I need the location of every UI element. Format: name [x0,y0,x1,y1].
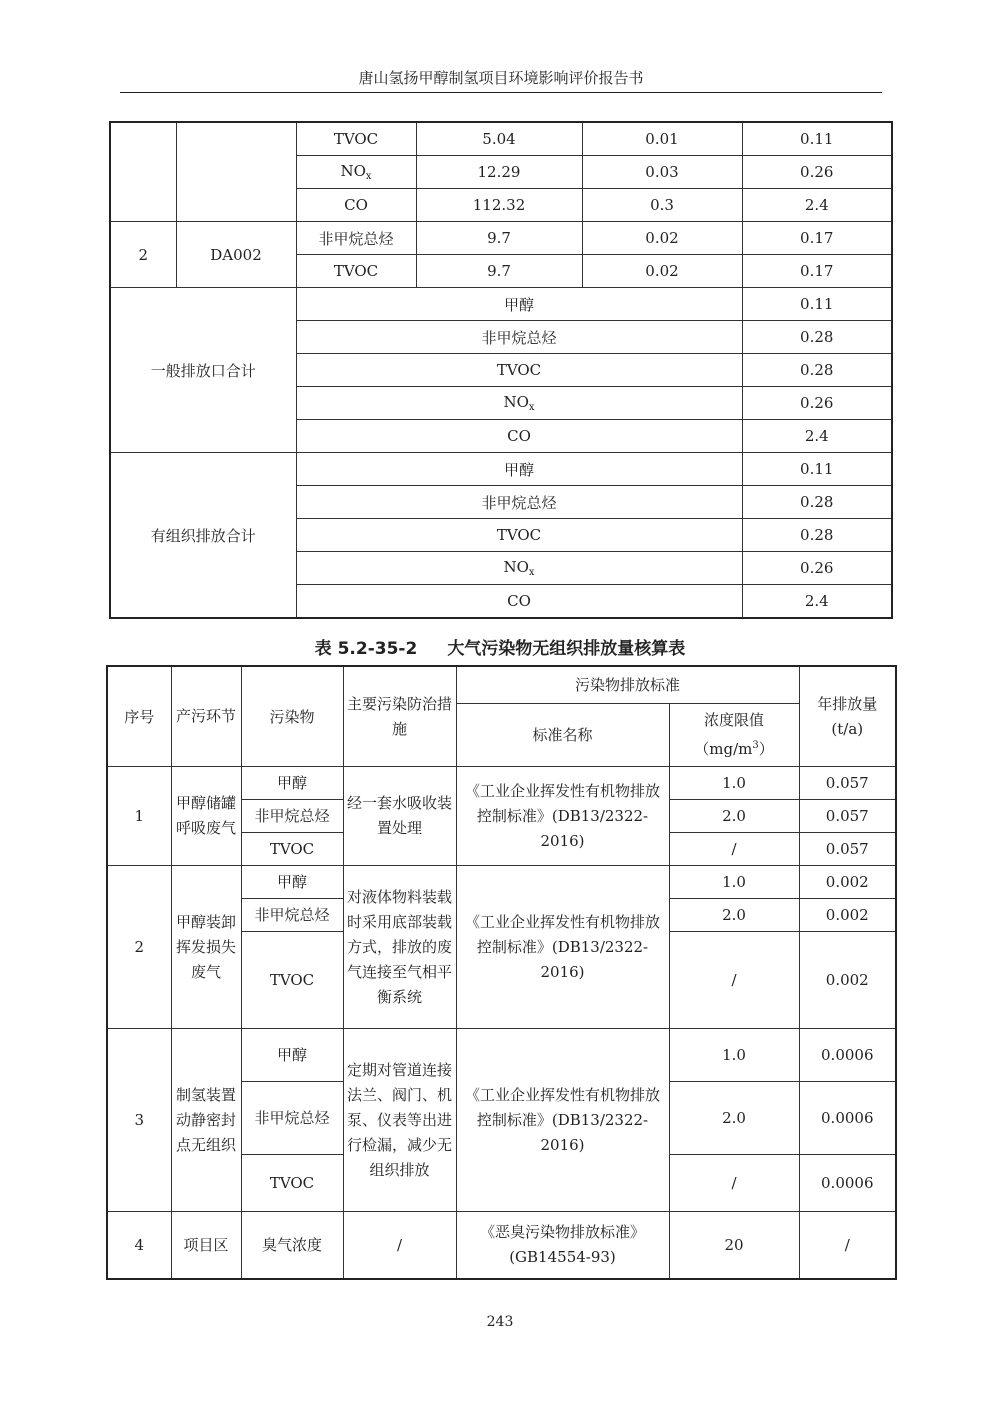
table-cell: TVOC [296,122,416,156]
table-row [107,866,896,899]
table-cell [296,156,416,189]
header-limit-line2 [673,733,796,762]
table-cell: 0.02 [582,222,742,255]
table-row [107,1029,896,1082]
table-cell: 12.29 [416,156,582,189]
table-cell: 甲醇 [241,767,343,800]
table-cell: 9.7 [416,255,582,288]
table-cell: TVOC [241,833,343,866]
table-cell: 0.03 [582,156,742,189]
table-cell: 0.28 [742,321,892,354]
table-cell: 2.0 [669,800,799,833]
table-cell: 0.002 [799,866,896,899]
table-cell: 甲醇 [296,288,742,321]
source-cell: 项目区 [171,1212,241,1280]
report-title: 唐山氢扬甲醇制氢项目环境影响评价报告书 [358,69,644,87]
table-cell: 2.0 [669,1082,799,1155]
header-limit-unit-close: ） [758,740,774,758]
header-limit-unit: （mg/m [694,740,753,758]
table-cell: 1.0 [669,866,799,899]
organized-total-label: 有组织排放合计 [110,453,296,619]
table-row [110,222,892,255]
table-cell [110,122,176,222]
page-header [120,66,882,93]
header-no: 序号 [107,666,171,767]
table-cell: 0.02 [582,255,742,288]
measures-cell: 对液体物料装载时采用底部装载方式，排放的废气连接至气相平衡系统 [343,866,456,1029]
header-annual-line1: 年排放量 [817,694,878,713]
table-cell: 0.26 [742,552,892,585]
pollutant-main: NO [340,162,366,180]
standard-cell: 《恶臭污染物排放标准》(GB14554-93) [456,1212,669,1280]
table-cell: 0.3 [582,189,742,222]
table-cell: CO [296,420,742,453]
table-cell: TVOC [296,519,742,552]
table-cell [296,552,742,585]
table-cell: 5.04 [416,122,582,156]
table-row [110,288,892,321]
table-cell: 20 [669,1212,799,1280]
table-cell: / [669,833,799,866]
source-cell: 甲醇储罐呼吸废气 [171,767,241,866]
header-source: 产污环节 [171,666,241,767]
row-number: 1 [107,767,171,866]
measures-cell: 定期对管道连接法兰、阀门、机泵、仪表等出进行检漏，减少无组织排放 [343,1029,456,1212]
table-cell: TVOC [241,932,343,1029]
table-row [110,453,892,486]
table-cell: 0.26 [742,387,892,420]
fugitive-emission-table [106,665,897,1280]
table-row [107,767,896,800]
table-cell: 0.057 [799,767,896,800]
table-cell: 0.002 [799,932,896,1029]
table-cell: 0.0006 [799,1082,896,1155]
row-number: 3 [107,1029,171,1212]
table-cell: 非甲烷总烃 [296,321,742,354]
table-cell: CO [296,189,416,222]
pollutant-subscript: x [365,171,372,182]
table-cell: 0.26 [742,156,892,189]
table-cell: 0.28 [742,486,892,519]
header-standard-name: 标准名称 [456,704,669,767]
table-cell [176,122,296,222]
table-cell: 非甲烷总烃 [296,222,416,255]
standard-cell: 《工业企业挥发性有机物排放控制标准》(DB13/2322-2016) [456,866,669,1029]
table-row [107,1212,896,1280]
table-cell: 甲醇 [241,866,343,899]
table-cell: 0.11 [742,122,892,156]
table-cell: 0.057 [799,833,896,866]
table-cell: 非甲烷总烃 [296,486,742,519]
table-cell: 非甲烷总烃 [241,800,343,833]
header-measures: 主要污染防治措施 [343,666,456,767]
header-limit [669,704,799,767]
header-row [107,666,896,704]
table-cell: 0.002 [799,899,896,932]
table-cell: TVOC [241,1155,343,1212]
measures-cell: 经一套水吸收装置处理 [343,767,456,866]
source-cell: 制氢装置动静密封点无组织 [171,1029,241,1212]
table-cell: 甲醇 [296,453,742,486]
table-cell: 0.11 [742,288,892,321]
row-number: 4 [107,1212,171,1280]
table-cell: 2.4 [742,189,892,222]
table-cell: 0.17 [742,222,892,255]
standard-cell: 《工业企业挥发性有机物排放控制标准》(DB13/2322-2016) [456,1029,669,1212]
table-caption [0,636,1000,662]
table-cell: 2.0 [669,899,799,932]
table-cell: 0.28 [742,354,892,387]
header-annual [799,666,896,767]
header-pollutant: 污染物 [241,666,343,767]
pollutant-subscript: x [528,567,535,578]
pollutant-subscript: x [528,402,535,413]
table-cell: / [669,932,799,1029]
table-cell: 臭气浓度 [241,1212,343,1280]
table-cell: 非甲烷总烃 [241,1082,343,1155]
page-number: 243 [486,1314,514,1330]
source-cell: 甲醇装卸挥发损失废气 [171,866,241,1029]
table-cell: 0.11 [742,453,892,486]
header-limit-unit-sup: 3 [752,740,759,751]
table-caption-number: 表 5.2-35-2 [314,639,418,659]
table-cell: 1.0 [669,767,799,800]
table-cell: / [669,1155,799,1212]
row-number: 2 [107,866,171,1029]
table-cell: CO [296,585,742,619]
pollutant-main: NO [503,558,529,576]
table-cell: 非甲烷总烃 [241,899,343,932]
header-standard-group: 污染物排放标准 [456,666,799,704]
table-cell: / [799,1212,896,1280]
table-cell: 0.28 [742,519,892,552]
table-cell: 0.0006 [799,1155,896,1212]
table-caption-title: 大气污染物无组织排放量核算表 [447,639,686,659]
standard-cell: 《工业企业挥发性有机物排放控制标准》(DB13/2322-2016) [456,767,669,866]
table-cell: 0.057 [799,800,896,833]
header-annual-line2: (t/a) [831,719,864,738]
pollutant-main: NO [503,393,529,411]
row-number: 2 [110,222,176,288]
table-cell: 2.4 [742,585,892,619]
table-cell: 0.0006 [799,1029,896,1082]
table-cell: 甲醇 [241,1029,343,1082]
table-cell: 2.4 [742,420,892,453]
table-cell: 0.17 [742,255,892,288]
table-cell [296,387,742,420]
measures-cell: / [343,1212,456,1280]
table-cell: TVOC [296,354,742,387]
table-cell: TVOC [296,255,416,288]
organized-emission-table [109,121,893,619]
table-row [110,122,892,156]
general-total-label: 一般排放口合计 [110,288,296,453]
table-cell: 0.01 [582,122,742,156]
table-cell: 9.7 [416,222,582,255]
outlet-id: DA002 [176,222,296,288]
table-cell: 1.0 [669,1029,799,1082]
table-cell: 112.32 [416,189,582,222]
header-limit-line1: 浓度限值 [704,711,765,729]
